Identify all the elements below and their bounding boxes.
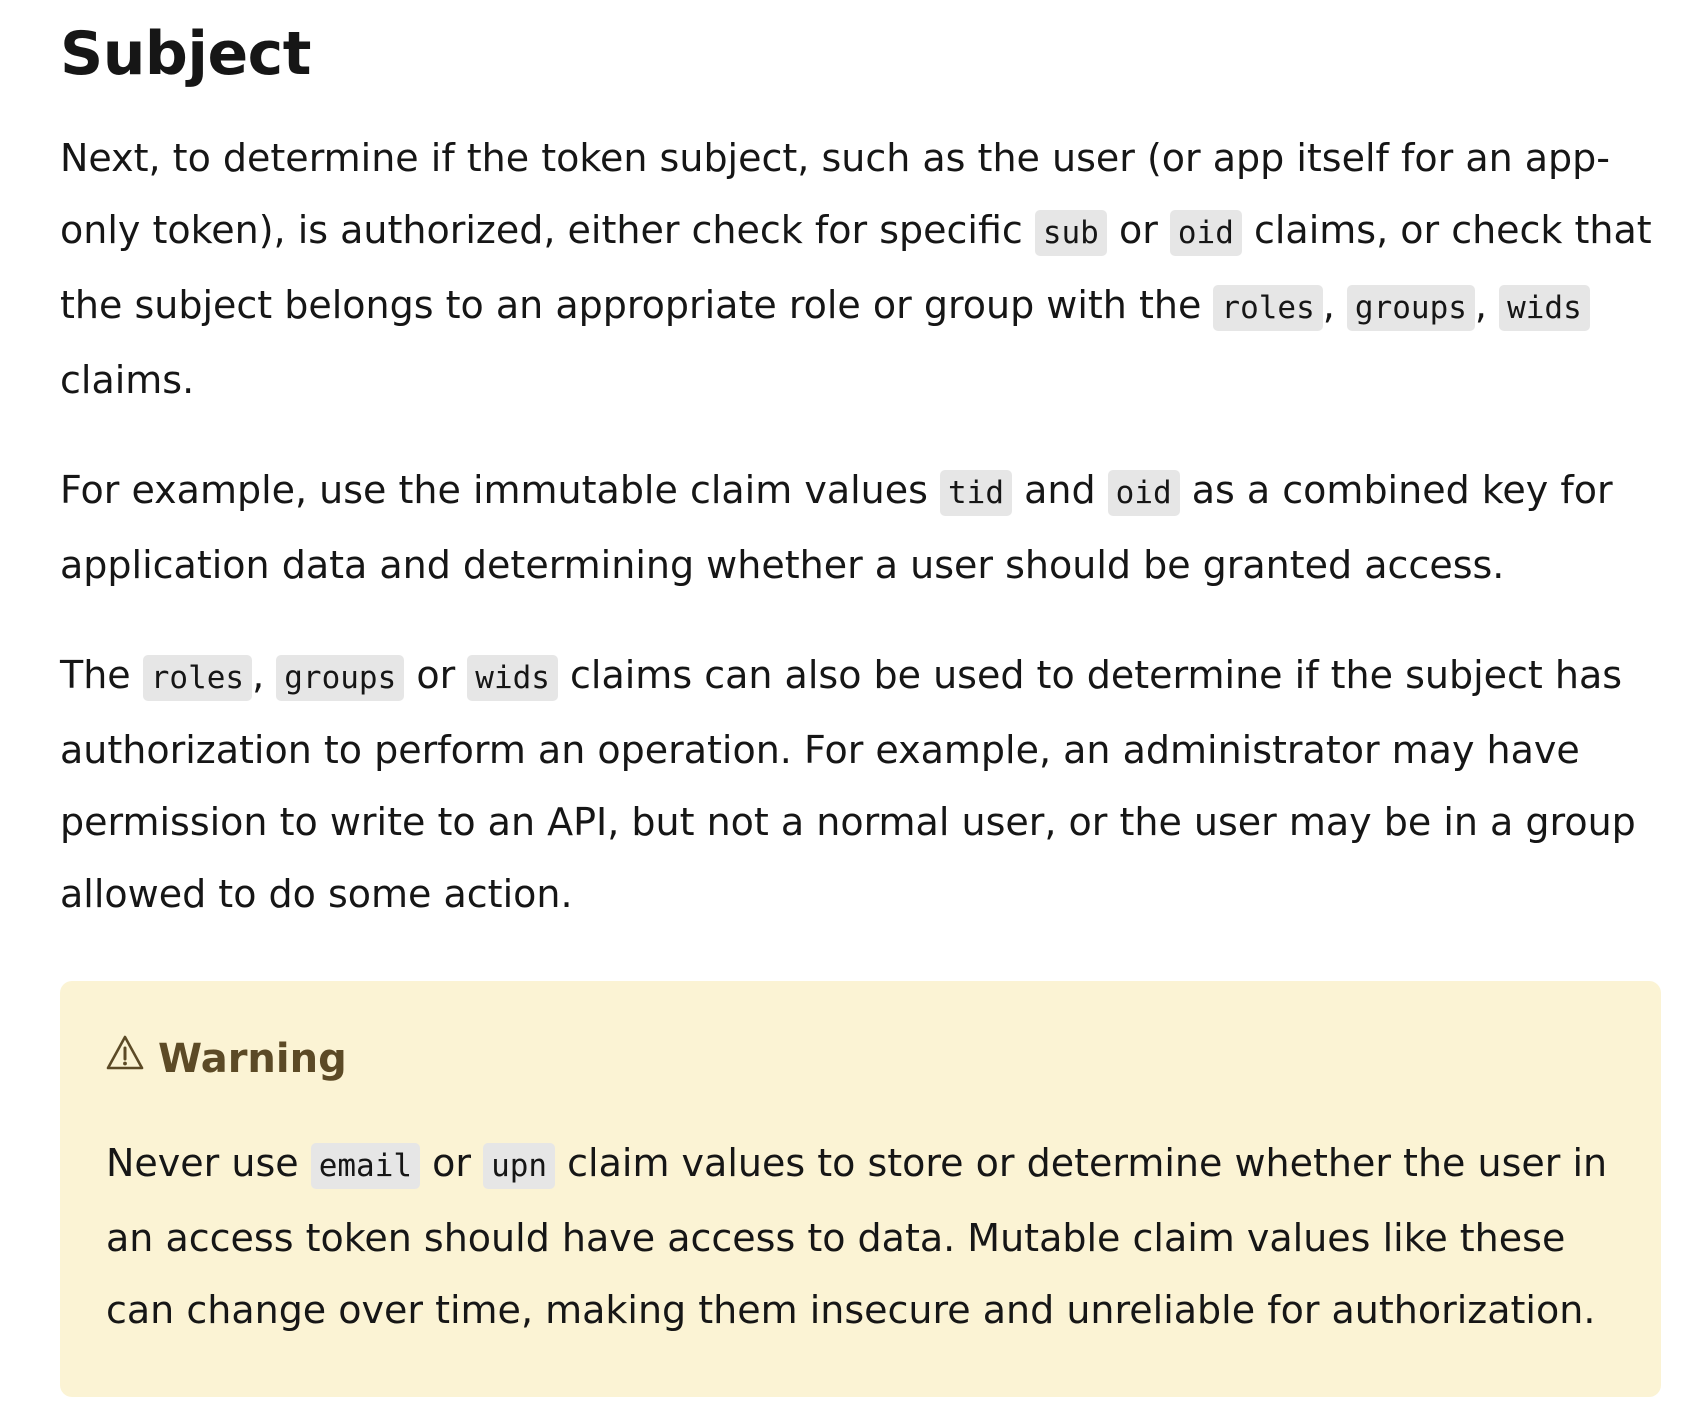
inline-code-tid: tid [940,470,1012,516]
warning-icon [106,1033,158,1085]
text: or [404,653,468,697]
section-heading: Subject [60,19,311,89]
warning-alert [60,981,1661,1397]
inline-code-sub: sub [1035,210,1107,256]
inline-code-wids: wids [1499,285,1590,331]
inline-code-roles: roles [1213,285,1322,331]
alert-title-text: Warning [158,1036,347,1082]
text: or [420,1141,484,1185]
text: The [60,653,143,697]
inline-code-oid: oid [1170,210,1242,256]
text: as a combined key for application data and determining whether a user should be granted access. [60,468,1613,587]
text: Never use [106,1141,311,1185]
text: claim values to store or determine whether the user in an access token should have access to data. Mutable claim values like these can change over time, making them insecure and unreliable for authorization. [106,1141,1608,1332]
inline-code-upn: upn [483,1143,555,1189]
alert-title [106,1033,1615,1085]
text: , [1322,283,1347,327]
inline-code-groups: groups [276,655,404,701]
paragraph-subject-check [60,122,1665,416]
paragraph-example [60,454,1665,601]
text: and [1012,468,1108,512]
inline-code-oid: oid [1108,470,1180,516]
inline-code-groups: groups [1347,285,1475,331]
text: Next, to determine if the token subject, such as the user (or app itself for an app-only token), is authorized, either check for specific [60,136,1611,252]
text: For example, use the immutable claim values [60,468,941,512]
text: claims. [60,358,195,402]
article-content [60,0,1665,930]
inline-code-roles: roles [143,655,252,701]
inline-code-wids: wids [467,655,558,701]
text: , [1474,283,1500,327]
text: claims, or check that the subject belongs to an appropriate role or group with the [60,208,1652,327]
text: or [1106,208,1170,252]
inline-code-email: email [311,1143,420,1189]
paragraph-authorization [60,639,1665,930]
alert-body [106,1127,1615,1346]
text: claims can also be used to determine if the subject has authorization to perform an operation. For example, an administrator may have permission to write to an API, but not a normal user, or the user may be in a group allowed to do some action. [60,653,1636,916]
text: , [252,653,277,697]
